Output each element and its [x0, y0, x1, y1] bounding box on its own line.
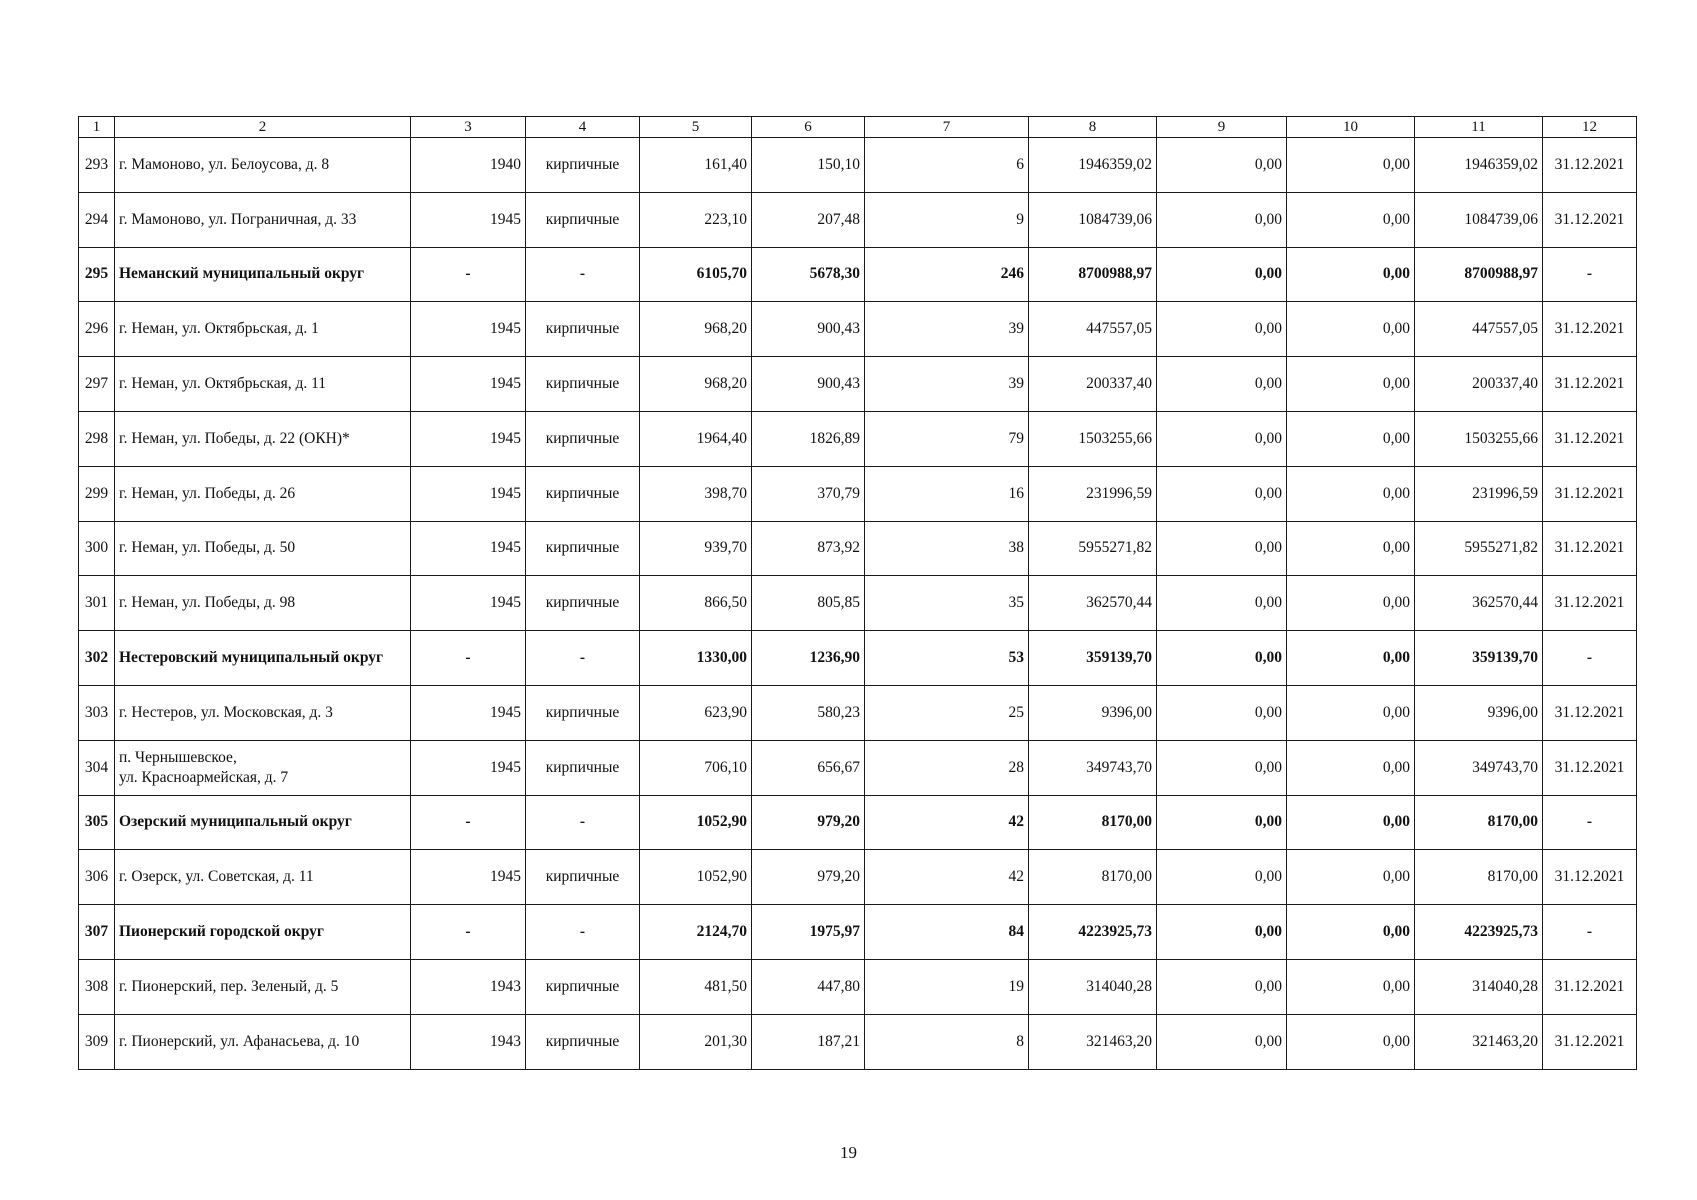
- date-cell: 31.12.2021: [1543, 740, 1637, 795]
- year-cell: 1945: [411, 411, 526, 466]
- table-row: [79, 850, 1637, 905]
- date-cell: 31.12.2021: [1543, 576, 1637, 631]
- address-cell: Пионерский городской округ: [115, 905, 411, 960]
- value-cell-6: 447,80: [752, 959, 865, 1014]
- district-total-row: [79, 247, 1637, 302]
- table-row: [79, 576, 1637, 631]
- column-number: 7: [865, 117, 1029, 138]
- table-body: [79, 138, 1637, 1070]
- column-number: 2: [115, 117, 411, 138]
- table-row: [79, 302, 1637, 357]
- value-cell-8: 349743,70: [1029, 740, 1157, 795]
- row-number-cell: 307: [79, 905, 115, 960]
- date-cell: 31.12.2021: [1543, 138, 1637, 193]
- value-cell-8: 447557,05: [1029, 302, 1157, 357]
- value-cell-10: 0,00: [1287, 1014, 1415, 1069]
- value-cell-11: 314040,28: [1415, 959, 1543, 1014]
- material-cell: кирпичные: [526, 1014, 640, 1069]
- value-cell-10: 0,00: [1287, 466, 1415, 521]
- value-cell-5: 1052,90: [640, 795, 752, 850]
- value-cell-5: 398,70: [640, 466, 752, 521]
- table-row: [79, 466, 1637, 521]
- value-cell-11: 8170,00: [1415, 795, 1543, 850]
- row-number-cell: 304: [79, 740, 115, 795]
- value-cell-11: 5955271,82: [1415, 521, 1543, 576]
- value-cell-6: 187,21: [752, 1014, 865, 1069]
- column-number: 9: [1157, 117, 1287, 138]
- row-number-cell: 295: [79, 247, 115, 302]
- value-cell-8: 1084739,06: [1029, 192, 1157, 247]
- value-cell-5: 2124,70: [640, 905, 752, 960]
- year-cell: 1945: [411, 850, 526, 905]
- value-cell-5: 161,40: [640, 138, 752, 193]
- date-cell: -: [1543, 795, 1637, 850]
- date-cell: 31.12.2021: [1543, 959, 1637, 1014]
- value-cell-5: 1964,40: [640, 411, 752, 466]
- value-cell-8: 8170,00: [1029, 850, 1157, 905]
- value-cell-10: 0,00: [1287, 357, 1415, 412]
- value-cell-10: 0,00: [1287, 631, 1415, 686]
- material-cell: кирпичные: [526, 685, 640, 740]
- year-cell: -: [411, 795, 526, 850]
- value-cell-6: 580,23: [752, 685, 865, 740]
- row-number-cell: 302: [79, 631, 115, 686]
- column-number-row: [79, 117, 1637, 138]
- value-cell-10: 0,00: [1287, 850, 1415, 905]
- value-cell-9: 0,00: [1157, 138, 1287, 193]
- value-cell-9: 0,00: [1157, 631, 1287, 686]
- value-cell-8: 9396,00: [1029, 685, 1157, 740]
- value-cell-9: 0,00: [1157, 1014, 1287, 1069]
- table-row: [79, 411, 1637, 466]
- value-cell-9: 0,00: [1157, 466, 1287, 521]
- value-cell-6: 1975,97: [752, 905, 865, 960]
- value-cell-8: 314040,28: [1029, 959, 1157, 1014]
- value-cell-7: 42: [865, 795, 1029, 850]
- row-number-cell: 294: [79, 192, 115, 247]
- value-cell-10: 0,00: [1287, 192, 1415, 247]
- table-row: [79, 357, 1637, 412]
- material-cell: кирпичные: [526, 138, 640, 193]
- value-cell-6: 5678,30: [752, 247, 865, 302]
- value-cell-10: 0,00: [1287, 247, 1415, 302]
- value-cell-6: 207,48: [752, 192, 865, 247]
- date-cell: 31.12.2021: [1543, 685, 1637, 740]
- material-cell: кирпичные: [526, 959, 640, 1014]
- value-cell-9: 0,00: [1157, 247, 1287, 302]
- district-total-row: [79, 631, 1637, 686]
- year-cell: -: [411, 631, 526, 686]
- address-cell: Нестеровский муниципальный округ: [115, 631, 411, 686]
- value-cell-7: 39: [865, 357, 1029, 412]
- year-cell: 1945: [411, 302, 526, 357]
- value-cell-11: 359139,70: [1415, 631, 1543, 686]
- year-cell: 1945: [411, 740, 526, 795]
- year-cell: 1945: [411, 685, 526, 740]
- value-cell-5: 6105,70: [640, 247, 752, 302]
- value-cell-11: 231996,59: [1415, 466, 1543, 521]
- value-cell-7: 53: [865, 631, 1029, 686]
- address-cell: п. Чернышевское, ул. Красноармейская, д. 7: [115, 740, 411, 795]
- value-cell-5: 481,50: [640, 959, 752, 1014]
- value-cell-10: 0,00: [1287, 576, 1415, 631]
- value-cell-7: 35: [865, 576, 1029, 631]
- date-cell: 31.12.2021: [1543, 302, 1637, 357]
- value-cell-6: 1826,89: [752, 411, 865, 466]
- value-cell-8: 5955271,82: [1029, 521, 1157, 576]
- value-cell-8: 8700988,97: [1029, 247, 1157, 302]
- value-cell-5: 706,10: [640, 740, 752, 795]
- value-cell-10: 0,00: [1287, 411, 1415, 466]
- row-number-cell: 309: [79, 1014, 115, 1069]
- value-cell-7: 38: [865, 521, 1029, 576]
- row-number-cell: 303: [79, 685, 115, 740]
- value-cell-9: 0,00: [1157, 685, 1287, 740]
- value-cell-10: 0,00: [1287, 521, 1415, 576]
- value-cell-9: 0,00: [1157, 357, 1287, 412]
- value-cell-7: 25: [865, 685, 1029, 740]
- value-cell-10: 0,00: [1287, 138, 1415, 193]
- value-cell-8: 4223925,73: [1029, 905, 1157, 960]
- value-cell-5: 866,50: [640, 576, 752, 631]
- value-cell-11: 321463,20: [1415, 1014, 1543, 1069]
- value-cell-6: 900,43: [752, 357, 865, 412]
- material-cell: -: [526, 631, 640, 686]
- value-cell-7: 79: [865, 411, 1029, 466]
- value-cell-7: 39: [865, 302, 1029, 357]
- address-cell: г. Озерск, ул. Советская, д. 11: [115, 850, 411, 905]
- year-cell: -: [411, 247, 526, 302]
- value-cell-7: 8: [865, 1014, 1029, 1069]
- table-row: [79, 192, 1637, 247]
- year-cell: 1945: [411, 357, 526, 412]
- address-cell: г. Пионерский, пер. Зеленый, д. 5: [115, 959, 411, 1014]
- column-number: 10: [1287, 117, 1415, 138]
- value-cell-8: 231996,59: [1029, 466, 1157, 521]
- year-cell: 1945: [411, 521, 526, 576]
- table-row: [79, 138, 1637, 193]
- material-cell: кирпичные: [526, 411, 640, 466]
- value-cell-7: 246: [865, 247, 1029, 302]
- value-cell-8: 200337,40: [1029, 357, 1157, 412]
- value-cell-7: 84: [865, 905, 1029, 960]
- material-cell: кирпичные: [526, 357, 640, 412]
- value-cell-11: 1084739,06: [1415, 192, 1543, 247]
- value-cell-7: 28: [865, 740, 1029, 795]
- material-cell: кирпичные: [526, 192, 640, 247]
- year-cell: 1943: [411, 1014, 526, 1069]
- value-cell-6: 900,43: [752, 302, 865, 357]
- value-cell-6: 370,79: [752, 466, 865, 521]
- address-cell: г. Неман, ул. Победы, д. 50: [115, 521, 411, 576]
- value-cell-9: 0,00: [1157, 576, 1287, 631]
- date-cell: 31.12.2021: [1543, 521, 1637, 576]
- value-cell-8: 1503255,66: [1029, 411, 1157, 466]
- year-cell: 1945: [411, 192, 526, 247]
- value-cell-6: 656,67: [752, 740, 865, 795]
- value-cell-8: 1946359,02: [1029, 138, 1157, 193]
- value-cell-5: 1052,90: [640, 850, 752, 905]
- value-cell-7: 9: [865, 192, 1029, 247]
- date-cell: 31.12.2021: [1543, 1014, 1637, 1069]
- year-cell: 1945: [411, 466, 526, 521]
- value-cell-10: 0,00: [1287, 302, 1415, 357]
- material-cell: кирпичные: [526, 302, 640, 357]
- value-cell-10: 0,00: [1287, 959, 1415, 1014]
- year-cell: 1945: [411, 576, 526, 631]
- value-cell-8: 8170,00: [1029, 795, 1157, 850]
- value-cell-8: 359139,70: [1029, 631, 1157, 686]
- value-cell-10: 0,00: [1287, 685, 1415, 740]
- column-number: 11: [1415, 117, 1543, 138]
- column-number: 12: [1543, 117, 1637, 138]
- date-cell: -: [1543, 247, 1637, 302]
- value-cell-11: 200337,40: [1415, 357, 1543, 412]
- value-cell-8: 321463,20: [1029, 1014, 1157, 1069]
- row-number-cell: 297: [79, 357, 115, 412]
- value-cell-5: 623,90: [640, 685, 752, 740]
- value-cell-9: 0,00: [1157, 411, 1287, 466]
- address-cell: г. Пионерский, ул. Афанасьева, д. 10: [115, 1014, 411, 1069]
- address-cell: г. Мамоново, ул. Пограничная, д. 33: [115, 192, 411, 247]
- material-cell: кирпичные: [526, 850, 640, 905]
- value-cell-11: 362570,44: [1415, 576, 1543, 631]
- value-cell-9: 0,00: [1157, 959, 1287, 1014]
- date-cell: 31.12.2021: [1543, 357, 1637, 412]
- value-cell-10: 0,00: [1287, 740, 1415, 795]
- material-cell: -: [526, 795, 640, 850]
- value-cell-6: 979,20: [752, 795, 865, 850]
- address-cell: г. Неман, ул. Победы, д. 26: [115, 466, 411, 521]
- date-cell: -: [1543, 631, 1637, 686]
- row-number-cell: 296: [79, 302, 115, 357]
- district-total-row: [79, 905, 1637, 960]
- column-number: 5: [640, 117, 752, 138]
- value-cell-11: 8700988,97: [1415, 247, 1543, 302]
- column-number: 4: [526, 117, 640, 138]
- column-number: 6: [752, 117, 865, 138]
- column-number: 1: [79, 117, 115, 138]
- address-cell: Озерский муниципальный округ: [115, 795, 411, 850]
- value-cell-5: 201,30: [640, 1014, 752, 1069]
- district-total-row: [79, 795, 1637, 850]
- value-cell-5: 1330,00: [640, 631, 752, 686]
- material-cell: кирпичные: [526, 740, 640, 795]
- value-cell-6: 873,92: [752, 521, 865, 576]
- material-cell: кирпичные: [526, 576, 640, 631]
- value-cell-10: 0,00: [1287, 795, 1415, 850]
- row-number-cell: 299: [79, 466, 115, 521]
- row-number-cell: 308: [79, 959, 115, 1014]
- value-cell-11: 1946359,02: [1415, 138, 1543, 193]
- value-cell-8: 362570,44: [1029, 576, 1157, 631]
- value-cell-11: 349743,70: [1415, 740, 1543, 795]
- value-cell-9: 0,00: [1157, 795, 1287, 850]
- value-cell-9: 0,00: [1157, 740, 1287, 795]
- address-cell: г. Неман, ул. Октябрьская, д. 11: [115, 357, 411, 412]
- row-number-cell: 298: [79, 411, 115, 466]
- table-row: [79, 685, 1637, 740]
- value-cell-7: 6: [865, 138, 1029, 193]
- date-cell: 31.12.2021: [1543, 466, 1637, 521]
- value-cell-6: 979,20: [752, 850, 865, 905]
- date-cell: 31.12.2021: [1543, 411, 1637, 466]
- value-cell-6: 1236,90: [752, 631, 865, 686]
- housing-registry-table: [78, 116, 1637, 1070]
- value-cell-7: 19: [865, 959, 1029, 1014]
- value-cell-9: 0,00: [1157, 905, 1287, 960]
- value-cell-5: 939,70: [640, 521, 752, 576]
- material-cell: -: [526, 905, 640, 960]
- value-cell-6: 150,10: [752, 138, 865, 193]
- material-cell: кирпичные: [526, 466, 640, 521]
- value-cell-5: 968,20: [640, 357, 752, 412]
- year-cell: 1940: [411, 138, 526, 193]
- table-row: [79, 740, 1637, 795]
- value-cell-7: 42: [865, 850, 1029, 905]
- value-cell-11: 1503255,66: [1415, 411, 1543, 466]
- row-number-cell: 300: [79, 521, 115, 576]
- date-cell: 31.12.2021: [1543, 850, 1637, 905]
- year-cell: -: [411, 905, 526, 960]
- table-row: [79, 521, 1637, 576]
- date-cell: -: [1543, 905, 1637, 960]
- page-number: 19: [840, 1143, 857, 1162]
- value-cell-7: 16: [865, 466, 1029, 521]
- address-cell: г. Неман, ул. Октябрьская, д. 1: [115, 302, 411, 357]
- value-cell-5: 223,10: [640, 192, 752, 247]
- column-number: 3: [411, 117, 526, 138]
- date-cell: 31.12.2021: [1543, 192, 1637, 247]
- value-cell-9: 0,00: [1157, 521, 1287, 576]
- address-cell: г. Нестеров, ул. Московская, д. 3: [115, 685, 411, 740]
- address-cell: г. Мамоново, ул. Белоусова, д. 8: [115, 138, 411, 193]
- value-cell-9: 0,00: [1157, 302, 1287, 357]
- address-cell: г. Неман, ул. Победы, д. 98: [115, 576, 411, 631]
- row-number-cell: 301: [79, 576, 115, 631]
- address-cell: Неманский муниципальный округ: [115, 247, 411, 302]
- material-cell: кирпичные: [526, 521, 640, 576]
- address-cell: г. Неман, ул. Победы, д. 22 (ОКН)*: [115, 411, 411, 466]
- value-cell-9: 0,00: [1157, 850, 1287, 905]
- table-row: [79, 1014, 1637, 1069]
- material-cell: -: [526, 247, 640, 302]
- year-cell: 1943: [411, 959, 526, 1014]
- value-cell-11: 4223925,73: [1415, 905, 1543, 960]
- value-cell-11: 9396,00: [1415, 685, 1543, 740]
- value-cell-5: 968,20: [640, 302, 752, 357]
- value-cell-11: 447557,05: [1415, 302, 1543, 357]
- value-cell-11: 8170,00: [1415, 850, 1543, 905]
- value-cell-9: 0,00: [1157, 192, 1287, 247]
- column-number: 8: [1029, 117, 1157, 138]
- row-number-cell: 293: [79, 138, 115, 193]
- row-number-cell: 306: [79, 850, 115, 905]
- value-cell-6: 805,85: [752, 576, 865, 631]
- table-row: [79, 959, 1637, 1014]
- row-number-cell: 305: [79, 795, 115, 850]
- value-cell-10: 0,00: [1287, 905, 1415, 960]
